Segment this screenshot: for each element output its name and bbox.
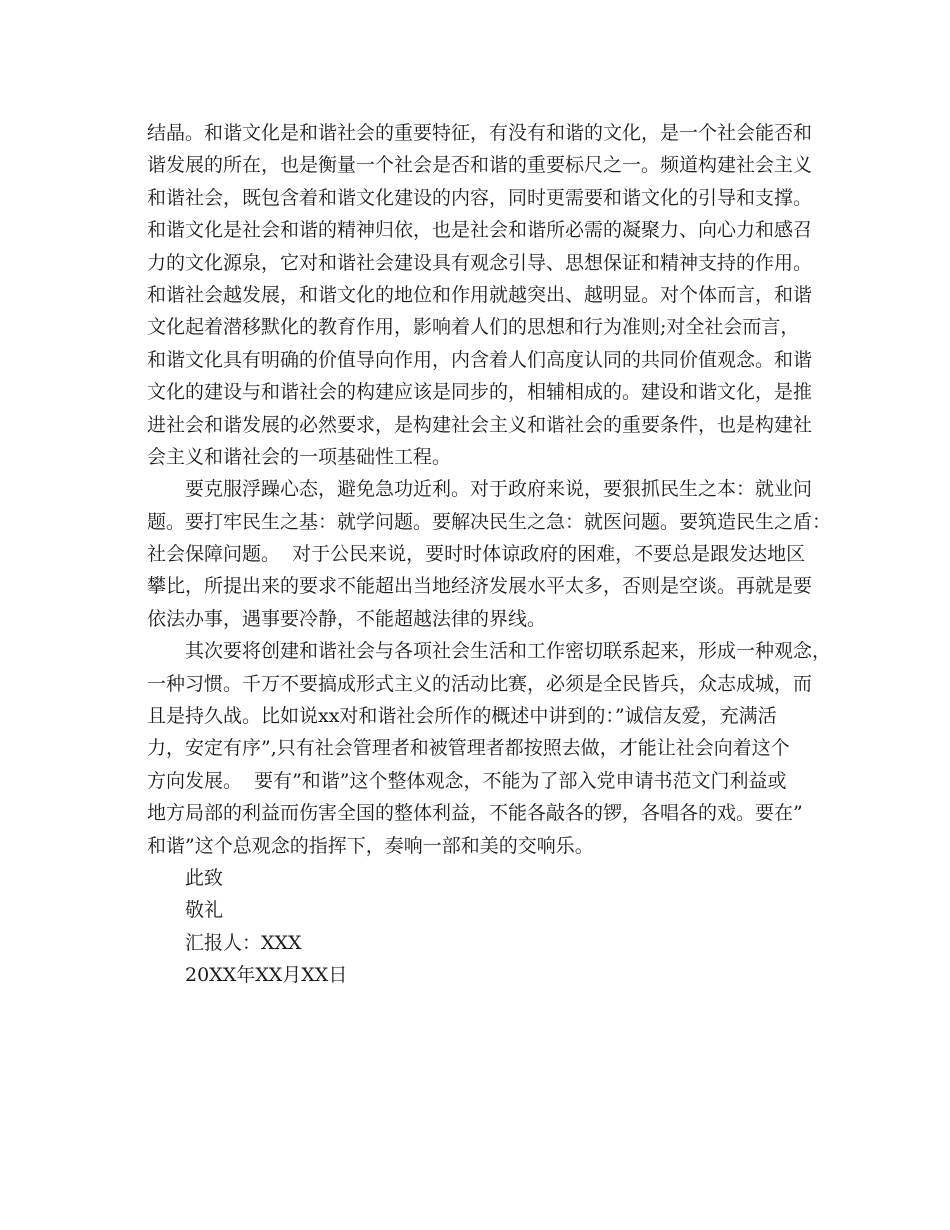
text-line: 和谐文化具有明确的价值导向作用，内含着人们高度认同的共同价值观念。和谐 (147, 348, 813, 371)
text-line: 谐发展的所在，也是衡量一个社会是否和谐的重要标尺之一。频道构建社会主义 (147, 154, 813, 177)
text-line: 和谐文化是社会和谐的精神归依，也是社会和谐所必需的凝聚力、向心力和感召 (147, 219, 813, 242)
text-line: 文化起着潜移默化的教育作用，影响着人们的思想和行为准则;对全社会而言， (147, 316, 800, 339)
report-date: 20XX年XX月XX日 (185, 964, 348, 987)
text-line: 攀比，所提出来的要求不能超出当地经济发展水平太多，否则是空谈。再就是要 (147, 575, 813, 598)
text-line: 一种习惯。千万不要搞成形式主义的活动比赛，必须是全民皆兵，众志成城，而 (147, 672, 813, 695)
text-line: 进社会和谐发展的必然要求，是构建社会主义和谐社会的重要条件，也是构建社 (147, 413, 813, 436)
paragraph-harmonious-culture (147, 117, 813, 473)
paragraph-integrate-daily-life (147, 635, 832, 862)
text-line: 题。要打牢民生之基：就学问题。要解决民生之急：就医问题。要筑造民生之盾： (147, 510, 832, 533)
text-line: 依法办事，遇事要冷静，不能超越法律的界线。 (147, 607, 547, 630)
text-line: 会主义和谐社会的一项基础性工程。 (147, 445, 452, 468)
paragraph-avoid-impetuousness (147, 473, 832, 635)
letter-closing (147, 862, 807, 992)
text-line: 和谐”这个总观念的指挥下，奏响一部和美的交响乐。 (147, 834, 594, 857)
text-line: 力的文化源泉，它对和谐社会建设具有观念引导、思想保证和精神支持的作用。 (147, 251, 813, 274)
text-line: 社会保障问题。 对于公民来说，要时时体谅政府的困难，不要总是跟发达地区 (147, 543, 806, 566)
document-body (147, 117, 832, 992)
text-line: 地方局部的利益而伤害全国的整体利益，不能各敲各的锣，各唱各的戏。要在” (147, 802, 803, 825)
text-line: 力，安定有序”,只有社会管理者和被管理者都按照去做，才能让社会向着这个 (147, 737, 790, 760)
text-line: 要克服浮躁心态，避免急功近利。对于政府来说，要狠抓民生之本：就业问 (185, 478, 813, 501)
closing-salutation: 此致 (185, 866, 224, 889)
text-line: 结晶。和谐文化是和谐社会的重要特征，有没有和谐的文化，是一个社会能否和 (147, 122, 813, 144)
text-line: 且是持久战。比如说xx对和谐社会所作的概述中讲到的：”诚信友爱，充满活 (147, 705, 777, 728)
closing-respect: 敬礼 (185, 899, 224, 922)
text-line: 和谐社会越发展，和谐文化的地位和作用就越突出、越明显。对个体而言，和谐 (147, 283, 813, 306)
text-line: 方向发展。 要有”和谐”这个整体观念，不能为了部入党申请书范文门利益或 (147, 769, 787, 792)
text-line: 其次要将创建和谐社会与各项社会生活和工作密切联系起来，形成一种观念， (185, 640, 832, 663)
text-line: 和谐社会，既包含着和谐文化建设的内容，同时更需要和谐文化的引导和支撑。 (147, 186, 813, 209)
text-line: 文化的建设与和谐社会的构建应该是同步的，相辅相成的。建设和谐文化，是推 (147, 381, 813, 404)
reporter-signature: 汇报人：XXX (185, 931, 302, 954)
